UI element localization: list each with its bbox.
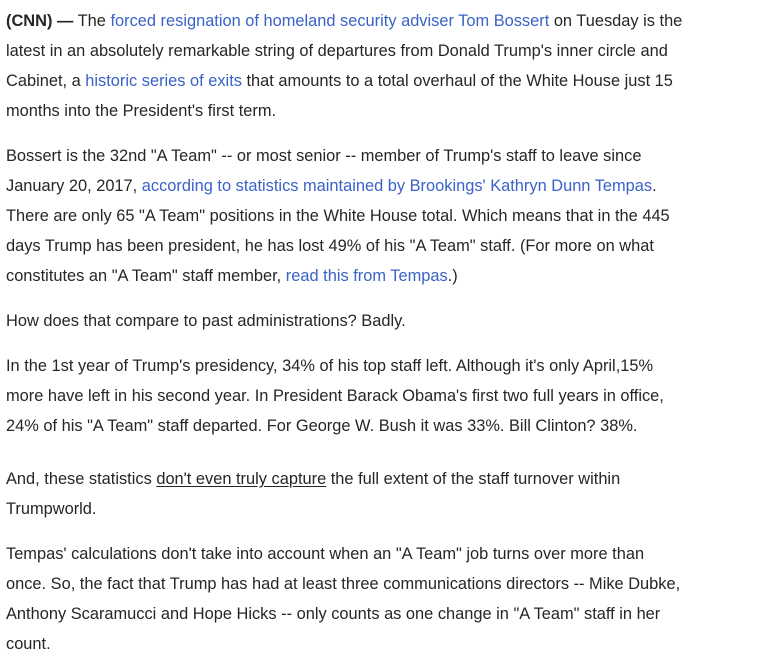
paragraph-line: days Trump has been president, he has lost 49% of his "A Team" staff. (For more on what	[6, 237, 654, 255]
brookings-statistics-link[interactable]: according to statistics maintained by Brookings' Kathryn Dunn Tempas	[141, 177, 653, 195]
dont-even-truly-capture-link[interactable]: don't even truly capture	[156, 470, 327, 488]
paragraph-line: more have left in his second year. In President Barack Obama's first two full years in office,	[6, 387, 664, 405]
paragraph-line	[6, 464, 762, 494]
text-span: The	[73, 12, 111, 30]
text-span: And, these statistics	[6, 470, 157, 488]
article-paragraph-6	[6, 539, 762, 659]
paragraph-line: There are only 65 "A Team" positions in the White House total. Which means that in the 445	[6, 207, 670, 225]
paragraph-line: How does that compare to past administrations? Badly.	[6, 312, 406, 330]
read-this-from-tempas-link[interactable]: read this from Tempas	[285, 267, 448, 285]
article-paragraph-4	[6, 351, 762, 441]
paragraph-line: Tempas' calculations don't take into account when an "A Team" job turns over more than	[6, 545, 645, 563]
text-span: the full extent of the staff turnover within	[326, 470, 621, 488]
paragraph-line	[6, 6, 762, 36]
article-paragraph-1	[6, 6, 762, 126]
historic-series-of-exits-link[interactable]: historic series of exits	[85, 72, 242, 90]
article-paragraph-2	[6, 141, 762, 291]
dateline: (CNN) —	[6, 12, 74, 30]
paragraph-line: once. So, the fact that Trump has had at least three communications directors -- Mike Dubke,	[6, 575, 681, 593]
text-span: January 20, 2017,	[6, 177, 142, 195]
paragraph-line: Trumpworld.	[6, 500, 97, 518]
paragraph-line: count.	[6, 635, 51, 653]
paragraph-line: 24% of his "A Team" staff departed. For George W. Bush it was 33%. Bill Clinton? 38%.	[6, 417, 638, 435]
article-paragraph-3	[6, 306, 762, 336]
text-span: Cabinet, a	[6, 72, 86, 90]
text-span: .	[652, 177, 657, 195]
text-span: .)	[447, 267, 458, 285]
forced-resignation-link[interactable]: forced resignation of homeland security adviser Tom Bossert	[110, 12, 550, 30]
article-paragraph-5	[6, 464, 762, 524]
text-span: constitutes an "A Team" staff member,	[6, 267, 286, 285]
paragraph-line	[6, 66, 762, 96]
paragraph-line	[6, 261, 762, 291]
text-span: on Tuesday is the	[549, 12, 683, 30]
paragraph-line: months into the President's first term.	[6, 102, 277, 120]
paragraph-line: latest in an absolutely remarkable string of departures from Donald Trump's inner circle and	[6, 42, 668, 60]
paragraph-line	[6, 171, 762, 201]
paragraph-line: Anthony Scaramucci and Hope Hicks -- only counts as one change in "A Team" staff in her	[6, 605, 661, 623]
paragraph-line: Bossert is the 32nd "A Team" -- or most senior -- member of Trump's staff to leave since	[6, 147, 642, 165]
paragraph-line: In the 1st year of Trump's presidency, 34% of his top staff left. Although it's only April,15%	[6, 357, 654, 375]
text-span: that amounts to a total overhaul of the White House just 15	[241, 72, 673, 90]
